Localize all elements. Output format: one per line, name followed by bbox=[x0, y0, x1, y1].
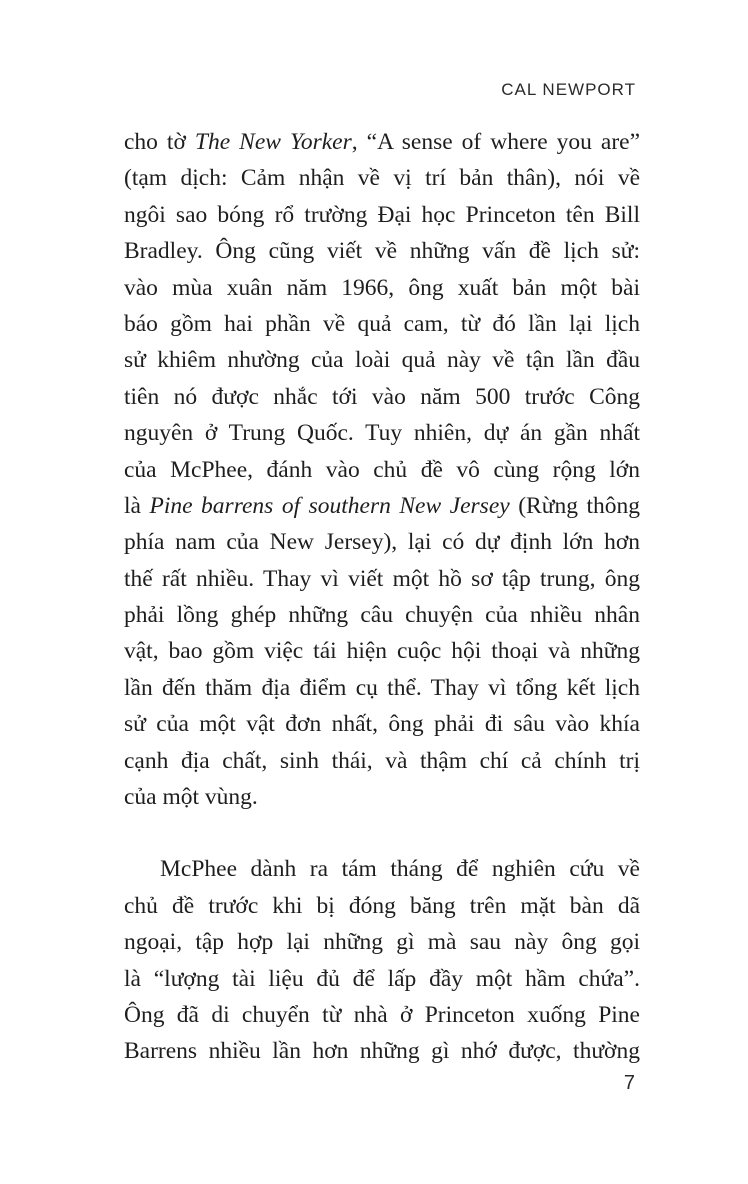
text-line: ngôi sao bóng rổ trường Đại học Princeton tên Bill bbox=[124, 201, 640, 228]
text-line: phía nam của New Jersey), lại có dự định lớn hơn bbox=[124, 529, 640, 556]
text-line: của McPhee, đánh vào chủ đề vô cùng rộng lớn bbox=[124, 456, 640, 483]
text-line: tiên nó được nhắc tới vào năm 500 trước Công bbox=[124, 383, 640, 410]
text-line: Ông đã di chuyển từ nhà ở Princeton xuống Pine bbox=[124, 1001, 640, 1028]
text-line: của một vùng. bbox=[124, 784, 258, 811]
text-run: , “A sense of where you are” bbox=[351, 129, 641, 155]
text-line: ngoại, tập hợp lại những gì mà sau này ông gọi bbox=[124, 929, 640, 956]
book-title: Pine barrens of southern New Jersey bbox=[149, 492, 510, 519]
text-line: vật, bao gồm việc tái hiện cuộc hội thoại và những bbox=[124, 638, 640, 665]
text-line: vào mùa xuân năm 1966, ông xuất bản một bài bbox=[124, 274, 640, 301]
text-line bbox=[124, 124, 640, 160]
text-line: phải lồng ghép những câu chuyện của nhiều nhân bbox=[124, 602, 640, 629]
publication-title: The New Yorker bbox=[194, 129, 352, 155]
page-number: 7 bbox=[623, 1072, 635, 1094]
text-line: Barrens nhiều lần hơn những gì nhớ được, thường bbox=[124, 1038, 640, 1065]
text-run: (Rừng thông bbox=[509, 492, 640, 519]
text-line: nguyên ở Trung Quốc. Tuy nhiên, dự án gần nhất bbox=[124, 420, 640, 447]
text-line: thế rất nhiều. Thay vì viết một hồ sơ tập trung, ông bbox=[124, 565, 640, 592]
text-line: báo gồm hai phần về quả cam, từ đó lần lại lịch bbox=[124, 310, 640, 337]
text-line: lần đến thăm địa điểm cụ thể. Thay vì tổng kết lịch bbox=[124, 674, 640, 701]
text-line bbox=[124, 488, 640, 524]
text-run: cho tờ bbox=[124, 129, 195, 155]
text-line: McPhee dành ra tám tháng để nghiên cứu về bbox=[160, 856, 640, 883]
text-run: là bbox=[124, 492, 150, 519]
text-line: (tạm dịch: Cảm nhận về vị trí bản thân), nói về bbox=[124, 165, 640, 192]
text-line: là “lượng tài liệu đủ để lấp đầy một hầm chứa”. bbox=[124, 965, 640, 992]
text-line: cạnh địa chất, sinh thái, và thậm chí cả chính trị bbox=[124, 747, 640, 774]
body-text bbox=[124, 124, 640, 1070]
text-line: sử khiêm nhường của loài quả này về tận lần đầu bbox=[124, 347, 640, 374]
text-line: Bradley. Ông cũng viết về những vấn đề lịch sử: bbox=[124, 238, 640, 265]
text-line: chủ đề trước khi bị đóng băng trên mặt bàn dã bbox=[124, 892, 640, 919]
paragraph-2 bbox=[124, 851, 640, 1069]
text-line: sử của một vật đơn nhất, ông phải đi sâu vào khía bbox=[124, 711, 640, 738]
running-header: CAL NEWPORT bbox=[501, 80, 636, 99]
paragraph-1 bbox=[124, 124, 640, 815]
paragraph-spacer bbox=[124, 815, 640, 851]
